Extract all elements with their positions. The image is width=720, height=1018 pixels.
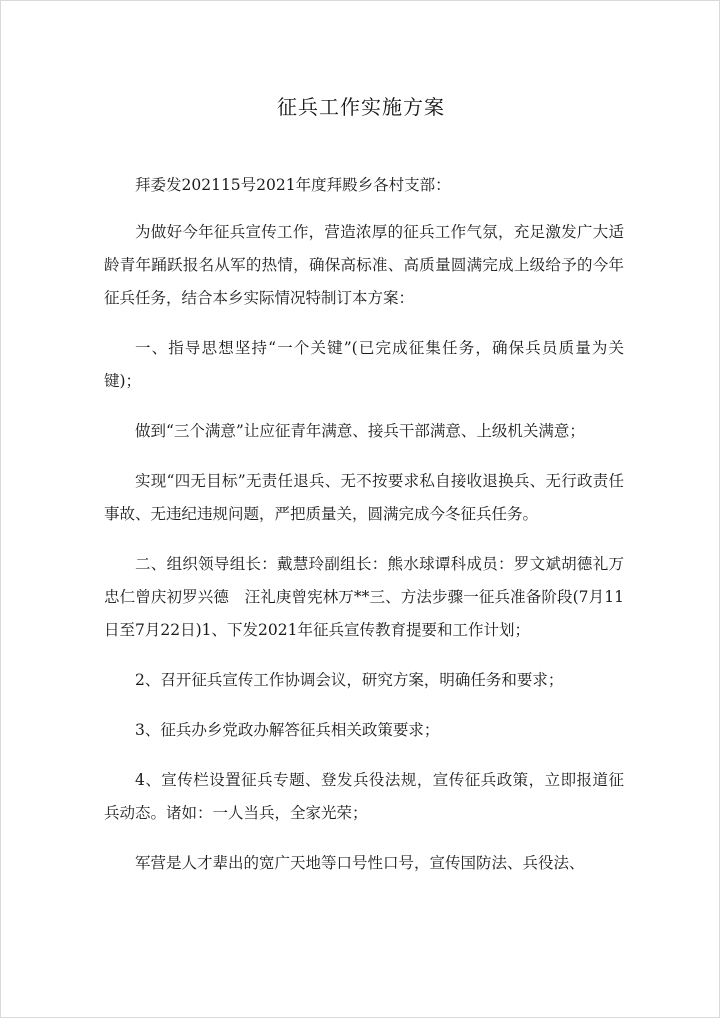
organization-paragraph: 二、组织领导组长：戴慧玲副组长：熊水球谭科成员：罗文斌胡德礼万忠仁曾庆初罗兴德 汪礼庚曾宪林万**三、方法步骤一征兵准备阶段(7月11日至7月22日)1、下发2021年征兵宣传教育提要和工作计划；: [104, 555, 624, 639]
intro-paragraph: 为做好今年征兵宣传工作，营造浓厚的征兵工作气氛，充足激发广大适龄青年踊跃报名从军的热情，确保高标准、高质量圆满完成上级给予的今年征兵任务，结合本乡实际情况特制订本方案：: [104, 223, 624, 307]
slogan-paragraph: 军营是人才辈出的宽广天地等口号性口号，宣传国防法、兵役法、: [135, 854, 585, 872]
three-satisfactions-paragraph: 做到“三个满意”让应征青年满意、接兵干部满意、上级机关满意；: [135, 422, 585, 440]
step-4-paragraph: 4、宣传栏设置征兵专题、登发兵役法规，宣传征兵政策，立即报道征兵动态。诸如：一人当兵，全家光荣；: [104, 771, 624, 822]
step-3-paragraph: 3、征兵办乡党政办解答征兵相关政策要求；: [135, 721, 440, 739]
document-body: [104, 169, 624, 897]
guiding-principle-paragraph: 一、指导思想坚持“一个关键”(已完成征集任务，确保兵员质量为关键)；: [104, 339, 624, 390]
four-no-goals-paragraph: 实现“四无目标”无责任退兵、无不按要求私自接收退换兵、无行政责任事故、无违纪违规问题，严把质量关，圆满完成今冬征兵任务。: [104, 472, 624, 523]
addressee-line: 拜委发202115号2021年度拜殿乡各村支部：: [135, 176, 451, 194]
document-title: 征兵工作实施方案: [277, 95, 445, 119]
step-2-paragraph: 2、召开征兵宣传工作协调会议，研究方案，明确任务和要求；: [135, 671, 564, 689]
